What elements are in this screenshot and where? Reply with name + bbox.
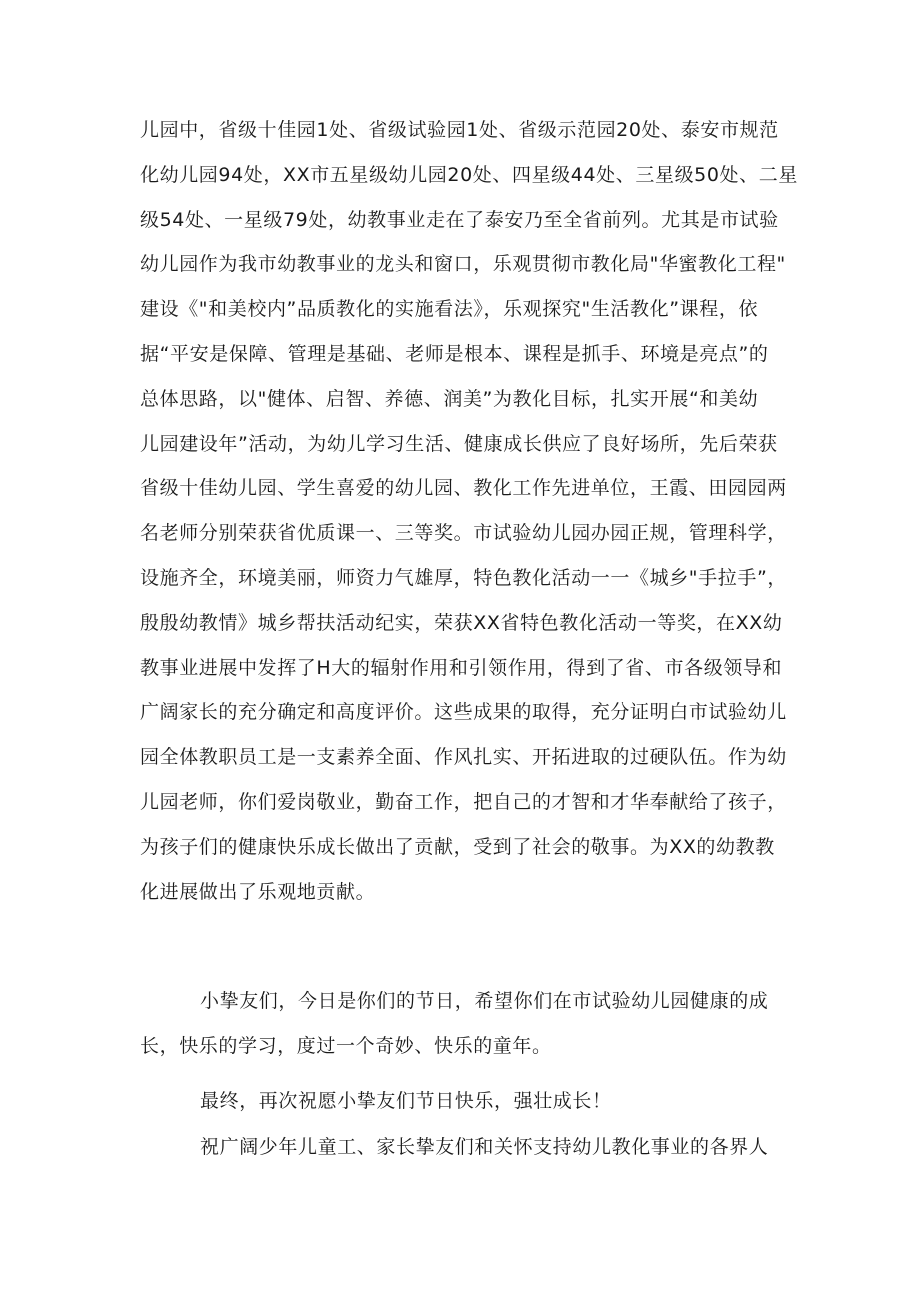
text-line: 广阔家长的充分确定和高度评价。这些成果的取得，充分证明白市试验幼儿 bbox=[140, 701, 787, 724]
text-line: 长，快乐的学习，度过一个奇妙、快乐的童年。 bbox=[140, 1034, 552, 1057]
text-line: 省级十佳幼儿园、学生喜爱的幼儿园、教化工作先进单位，王霞、田园园两 bbox=[140, 477, 787, 500]
text-line: 幼儿园作为我市幼教事业的龙头和窗口，乐观贯彻市教化局"华蜜教化工程" bbox=[140, 253, 786, 276]
paragraph-thanks bbox=[140, 1125, 792, 1170]
paragraph-final-wish bbox=[140, 1079, 792, 1124]
text-line: 为孩子们的健康快乐成长做出了贡献，受到了社会的敬事。为XX的幼教教 bbox=[140, 835, 775, 858]
text-line: 儿园中，省级十佳园1处、省级试验园1处、省级示范园20处、泰安市规范 bbox=[140, 119, 779, 141]
paragraph-children-wish bbox=[140, 979, 792, 1069]
text-line: 园全体教职员工是一支素养全面、作风扎实、开拓进取的过硬队伍。作为幼 bbox=[140, 746, 787, 769]
text-line: 建设《"和美校内”品质教化的实施看法》，乐观探究"生活教化”课程，依 bbox=[140, 298, 759, 321]
text-line: 教事业进展中发挥了H大的辐射作用和引领作用，得到了省、市各级领导和 bbox=[140, 656, 783, 679]
text-line: 小挚友们，今日是你们的节日，希望你们在市试验幼儿园健康的成 bbox=[200, 990, 769, 1012]
text-line: 级54处、一星级79处，幼教事业走在了泰安乃至全省前列。尤其是市试验 bbox=[140, 208, 779, 231]
text-line: 祝广阔少年儿童工、家长挚友们和关怀支持幼儿教化事业的各界人 bbox=[200, 1136, 769, 1158]
text-line: 殷殷幼教情》城乡帮扶活动纪实，荣获XX省特色教化活动一等奖，在XX幼 bbox=[140, 611, 783, 634]
text-line: 最终，再次祝愿小挚友们节日快乐，强壮成长！ bbox=[200, 1090, 612, 1112]
text-line: 化进展做出了乐观地贡献。 bbox=[140, 880, 376, 903]
paragraph-continued bbox=[140, 108, 798, 914]
text-line: 设施齐全，环境美丽，师资力气雄厚，特色教化活动一一《城乡"手拉手”， bbox=[140, 566, 787, 589]
text-line: 据“平安是保障、管理是基础、老师是根本、课程是抓手、环境是亮点”的 bbox=[140, 342, 769, 365]
text-line: 儿园建设年”活动，为幼儿学习生活、健康成长供应了良好场所，先后荣获 bbox=[140, 432, 778, 455]
text-line: 化幼儿园94处，XX市五星级幼儿园20处、四星级44处、三星级50处、二星 bbox=[140, 163, 798, 186]
text-line: 儿园老师，你们爱岗敬业，勤奋工作，把自己的才智和才华奉献给了孩子， bbox=[140, 790, 787, 813]
text-line: 名老师分别荣获省优质课一、三等奖。市试验幼儿园办园正规，管理科学， bbox=[140, 522, 787, 545]
text-line: 总体思路，以"健体、启智、养德、润美”为教化目标，扎实开展“和美幼 bbox=[140, 387, 759, 410]
